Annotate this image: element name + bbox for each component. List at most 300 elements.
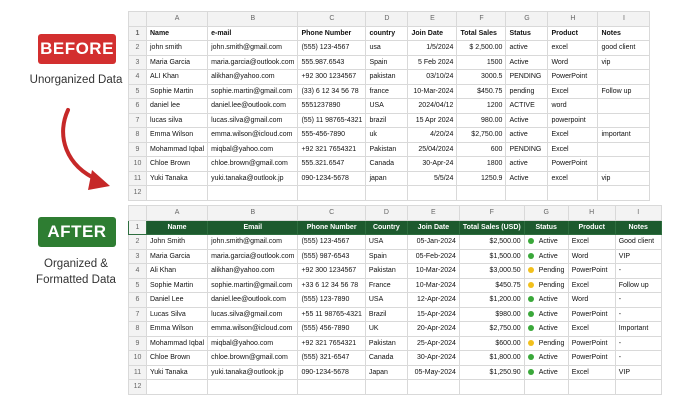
- header-cell-notes[interactable]: Notes: [598, 26, 650, 41]
- table-row: [129, 84, 650, 99]
- cell-country[interactable]: Pakistan: [365, 336, 407, 351]
- cell-product[interactable]: Excel: [568, 365, 615, 380]
- table-row: [129, 336, 662, 351]
- cell-notes[interactable]: Good client: [615, 235, 661, 250]
- cell-phone[interactable]: +92 300 1234567: [298, 70, 366, 85]
- status-dot-icon: [528, 296, 534, 302]
- cell-name[interactable]: Maria Garcia: [147, 249, 208, 264]
- cell-product[interactable]: word: [548, 99, 598, 114]
- column-header-f[interactable]: F: [459, 206, 524, 221]
- cell-product[interactable]: Excel: [568, 235, 615, 250]
- row-number[interactable]: 5: [129, 278, 147, 293]
- cell-name[interactable]: Yuki Tanaka: [147, 171, 208, 186]
- cell-total-sales[interactable]: 980.00: [457, 113, 506, 128]
- cell-status[interactable]: PENDING: [506, 142, 548, 157]
- row-number[interactable]: 6: [129, 293, 147, 308]
- cell-name[interactable]: Sophie Martin: [147, 84, 208, 99]
- cell-product[interactable]: Word: [568, 293, 615, 308]
- empty-cell[interactable]: [568, 380, 615, 395]
- status-label: Active: [538, 296, 558, 304]
- cell-email[interactable]: john.smith@gmail.com: [208, 235, 298, 250]
- cell-product[interactable]: PowerPoint: [568, 351, 615, 366]
- column-header-c[interactable]: C: [298, 12, 366, 27]
- cell-country[interactable]: Pakistan: [366, 142, 408, 157]
- cell-country[interactable]: Canada: [366, 157, 408, 172]
- cell-join-date[interactable]: 30-Apr-2024: [407, 351, 459, 366]
- status-label: Pending: [538, 281, 565, 289]
- cell-notes[interactable]: -: [615, 264, 661, 279]
- column-header-e[interactable]: E: [407, 206, 459, 221]
- cell-join-date[interactable]: 30-Apr-24: [408, 157, 457, 172]
- cell-status[interactable]: Active: [506, 113, 548, 128]
- cell-notes[interactable]: important: [598, 128, 650, 143]
- row-number[interactable]: 9: [129, 142, 147, 157]
- cell-name[interactable]: Ali Khan: [147, 264, 208, 279]
- empty-cell[interactable]: [407, 380, 459, 395]
- cell-country[interactable]: France: [365, 278, 407, 293]
- cell-total-sales[interactable]: $1,250.90: [459, 365, 524, 380]
- cell-product[interactable]: PowerPoint: [568, 307, 615, 322]
- after-spreadsheet: [128, 205, 662, 395]
- cell-email[interactable]: daniel.lee@outlook.com: [208, 99, 298, 114]
- row-number[interactable]: 8: [129, 128, 147, 143]
- empty-cell[interactable]: [208, 186, 298, 201]
- cell-notes[interactable]: [598, 142, 650, 157]
- header-cell-notes[interactable]: Notes: [615, 220, 661, 235]
- cell-notes[interactable]: Important: [615, 322, 661, 337]
- cell-name[interactable]: john smith: [147, 41, 208, 56]
- header-row: [129, 26, 650, 41]
- cell-status[interactable]: [524, 235, 568, 250]
- cell-notes[interactable]: vip: [598, 55, 650, 70]
- cell-join-date[interactable]: 05-Feb-2024: [407, 249, 459, 264]
- cell-phone[interactable]: +92 321 7654321: [298, 336, 365, 351]
- cell-country[interactable]: USA: [365, 235, 407, 250]
- row-number[interactable]: 3: [129, 55, 147, 70]
- cell-join-date[interactable]: 15 Apr 2024: [408, 113, 457, 128]
- cell-notes[interactable]: vip: [598, 171, 650, 186]
- cell-notes[interactable]: -: [615, 293, 661, 308]
- empty-cell[interactable]: [598, 186, 650, 201]
- row-number[interactable]: 2: [129, 235, 147, 250]
- cell-phone[interactable]: 555.321.6547: [298, 157, 366, 172]
- cell-notes[interactable]: good client: [598, 41, 650, 56]
- cell-notes[interactable]: VIP: [615, 365, 661, 380]
- cell-status[interactable]: active: [506, 41, 548, 56]
- cell-email[interactable]: daniel.lee@outlook.com: [208, 293, 298, 308]
- cell-name[interactable]: daniel lee: [147, 99, 208, 114]
- row-number[interactable]: 1: [129, 220, 147, 235]
- cell-total-sales[interactable]: $1,500.00: [459, 249, 524, 264]
- header-cell-phone[interactable]: Phone Number: [298, 26, 366, 41]
- cell-product[interactable]: Word: [568, 249, 615, 264]
- empty-cell[interactable]: [548, 186, 598, 201]
- table-row: [129, 99, 650, 114]
- cell-notes[interactable]: [598, 99, 650, 114]
- cell-phone[interactable]: (55) 11 98765-4321: [298, 113, 366, 128]
- cell-status[interactable]: [524, 322, 568, 337]
- cell-product[interactable]: Excel: [568, 278, 615, 293]
- table-row: [129, 278, 662, 293]
- cell-notes[interactable]: -: [615, 336, 661, 351]
- table-row: [129, 55, 650, 70]
- header-cell-total-sales[interactable]: Total Sales (USD): [459, 220, 524, 235]
- cell-product[interactable]: powerpoint: [548, 113, 598, 128]
- header-cell-email[interactable]: e-mail: [208, 26, 298, 41]
- row-number[interactable]: 5: [129, 84, 147, 99]
- cell-phone[interactable]: (555) 456-7890: [298, 322, 365, 337]
- table-row: [129, 351, 662, 366]
- cell-join-date[interactable]: 2024/04/12: [408, 99, 457, 114]
- cell-join-date[interactable]: 1/5/2024: [408, 41, 457, 56]
- empty-cell[interactable]: [459, 380, 524, 395]
- cell-name[interactable]: Sophie Martin: [147, 278, 208, 293]
- empty-cell[interactable]: [365, 380, 407, 395]
- cell-email[interactable]: chloe.brown@gmail.com: [208, 157, 298, 172]
- column-header-b[interactable]: B: [208, 12, 298, 27]
- cell-name[interactable]: Lucas Silva: [147, 307, 208, 322]
- header-cell-product[interactable]: Product: [548, 26, 598, 41]
- cell-country[interactable]: japan: [366, 171, 408, 186]
- cell-notes[interactable]: Follow up: [615, 278, 661, 293]
- cell-country[interactable]: UK: [365, 322, 407, 337]
- cell-total-sales[interactable]: 1800: [457, 157, 506, 172]
- cell-join-date[interactable]: 5/5/24: [408, 171, 457, 186]
- cell-status[interactable]: ACTIVE: [506, 99, 548, 114]
- cell-phone[interactable]: (555) 987-6543: [298, 249, 365, 264]
- column-header-h[interactable]: H: [568, 206, 615, 221]
- cell-phone[interactable]: (555) 123-4567: [298, 41, 366, 56]
- cell-notes[interactable]: VIP: [615, 249, 661, 264]
- cell-join-date[interactable]: 20-Apr-2024: [407, 322, 459, 337]
- cell-name[interactable]: Mohammad Iqbal: [147, 336, 208, 351]
- cell-phone[interactable]: (555) 123-4567: [298, 235, 365, 250]
- cell-name[interactable]: Emma Wilson: [147, 322, 208, 337]
- cell-phone[interactable]: 5551237890: [298, 99, 366, 114]
- row-number[interactable]: 11: [129, 171, 147, 186]
- cell-total-sales[interactable]: 1200: [457, 99, 506, 114]
- cell-join-date[interactable]: 25-Apr-2024: [407, 336, 459, 351]
- cell-email[interactable]: lucas.silva@gmail.com: [208, 113, 298, 128]
- cell-notes[interactable]: [598, 157, 650, 172]
- cell-total-sales[interactable]: 1500: [457, 55, 506, 70]
- cell-join-date[interactable]: 05-Jan-2024: [407, 235, 459, 250]
- table-row: [129, 113, 650, 128]
- cell-phone[interactable]: (555) 321-6547: [298, 351, 365, 366]
- cell-name[interactable]: ALI Khan: [147, 70, 208, 85]
- cell-product[interactable]: Excel: [548, 142, 598, 157]
- cell-status[interactable]: active: [506, 128, 548, 143]
- after-caption: Organized & Formatted Data: [36, 258, 116, 286]
- table-row: [129, 307, 662, 322]
- table-row: [129, 235, 662, 250]
- cell-phone[interactable]: 090-1234-5678: [298, 171, 366, 186]
- cell-status[interactable]: Active: [506, 171, 548, 186]
- after-badge: AFTER: [38, 217, 116, 247]
- cell-country[interactable]: USA: [365, 293, 407, 308]
- status-label: Pending: [538, 339, 565, 347]
- column-header-g[interactable]: G: [506, 12, 548, 27]
- cell-status[interactable]: [524, 293, 568, 308]
- status-dot-icon: [528, 369, 534, 375]
- empty-row: [129, 380, 662, 395]
- cell-email[interactable]: miqbal@yahoo.com: [208, 142, 298, 157]
- column-header-g[interactable]: G: [524, 206, 568, 221]
- cell-country[interactable]: usa: [366, 41, 408, 56]
- cell-total-sales[interactable]: $2,500.00: [459, 235, 524, 250]
- header-cell-country[interactable]: Country: [365, 220, 407, 235]
- column-header-a[interactable]: A: [147, 206, 208, 221]
- cell-total-sales[interactable]: 3000.5: [457, 70, 506, 85]
- cell-email[interactable]: maria.garcia@outlook.com: [208, 55, 298, 70]
- cell-country[interactable]: Spain: [365, 249, 407, 264]
- column-header-a[interactable]: A: [147, 12, 208, 27]
- empty-cell[interactable]: [506, 186, 548, 201]
- cell-country[interactable]: Canada: [365, 351, 407, 366]
- cell-email[interactable]: sophie.martin@gmail.com: [208, 278, 298, 293]
- cell-country[interactable]: USA: [366, 99, 408, 114]
- cell-join-date[interactable]: 10-Mar-2024: [408, 84, 457, 99]
- cell-phone[interactable]: 090-1234-5678: [298, 365, 365, 380]
- cell-product[interactable]: PowerPoint: [548, 70, 598, 85]
- cell-status[interactable]: Active: [506, 55, 548, 70]
- before-spreadsheet: [128, 11, 650, 201]
- status-dot-icon: [528, 253, 534, 259]
- empty-cell[interactable]: [524, 380, 568, 395]
- cell-total-sales[interactable]: $3,000.50: [459, 264, 524, 279]
- cell-country[interactable]: uk: [366, 128, 408, 143]
- cell-product[interactable]: PowerPoint: [548, 157, 598, 172]
- cell-total-sales[interactable]: $450.75: [457, 84, 506, 99]
- cell-join-date[interactable]: 25/04/2024: [408, 142, 457, 157]
- cell-total-sales[interactable]: $450.75: [459, 278, 524, 293]
- status-dot-icon: [528, 238, 534, 244]
- cell-join-date[interactable]: 10-Mar-2024: [407, 264, 459, 279]
- cell-join-date[interactable]: 5 Feb 2024: [408, 55, 457, 70]
- cell-product[interactable]: excel: [548, 171, 598, 186]
- column-header-b[interactable]: B: [208, 206, 298, 221]
- cell-total-sales[interactable]: $2,750.00: [459, 322, 524, 337]
- empty-cell[interactable]: [208, 380, 298, 395]
- cell-country[interactable]: Brazil: [365, 307, 407, 322]
- cell-product[interactable]: PowerPoint: [568, 336, 615, 351]
- empty-cell[interactable]: [408, 186, 457, 201]
- cell-email[interactable]: sophie.martin@gmail.com: [208, 84, 298, 99]
- row-number[interactable]: 6: [129, 99, 147, 114]
- before-badge: BEFORE: [38, 34, 116, 64]
- header-cell-status[interactable]: Status: [506, 26, 548, 41]
- cell-phone[interactable]: 555.987.6543: [298, 55, 366, 70]
- cell-name[interactable]: Emma Wilson: [147, 128, 208, 143]
- empty-cell[interactable]: [298, 380, 365, 395]
- cell-phone[interactable]: +92 321 7654321: [298, 142, 366, 157]
- cell-total-sales[interactable]: $600.00: [459, 336, 524, 351]
- cell-country[interactable]: brazil: [366, 113, 408, 128]
- cell-product[interactable]: Excel: [548, 128, 598, 143]
- cell-status[interactable]: active: [506, 157, 548, 172]
- table-row: [129, 264, 662, 279]
- column-header-i[interactable]: I: [615, 206, 661, 221]
- status-dot-icon: [528, 267, 534, 273]
- column-letter-row: [129, 206, 662, 221]
- cell-name[interactable]: Yuki Tanaka: [147, 365, 208, 380]
- cell-email[interactable]: emma.wilson@icloud.com: [208, 322, 298, 337]
- row-number[interactable]: 10: [129, 157, 147, 172]
- column-header-h[interactable]: H: [548, 12, 598, 27]
- column-header-c[interactable]: C: [298, 206, 365, 221]
- cell-status[interactable]: [524, 264, 568, 279]
- header-cell-name[interactable]: Name: [147, 26, 208, 41]
- header-cell-status[interactable]: Status: [524, 220, 568, 235]
- row-number[interactable]: 7: [129, 307, 147, 322]
- cell-product[interactable]: Word: [548, 55, 598, 70]
- cell-total-sales[interactable]: $1,800.00: [459, 351, 524, 366]
- row-number[interactable]: 4: [129, 70, 147, 85]
- column-letter-row: [129, 12, 650, 27]
- cell-status[interactable]: [524, 249, 568, 264]
- header-cell-name[interactable]: Name: [147, 220, 208, 235]
- cell-join-date[interactable]: 12-Apr-2024: [407, 293, 459, 308]
- cell-join-date[interactable]: 05-May-2024: [407, 365, 459, 380]
- cell-total-sales[interactable]: $ 2,500.00: [457, 41, 506, 56]
- status-dot-icon: [528, 354, 534, 360]
- cell-country[interactable]: pakistan: [366, 70, 408, 85]
- cell-phone[interactable]: (33) 6 12 34 56 78: [298, 84, 366, 99]
- row-number[interactable]: 9: [129, 336, 147, 351]
- cell-email[interactable]: emma.wilson@icloud.com: [208, 128, 298, 143]
- table-row: [129, 249, 662, 264]
- header-cell-email[interactable]: Email: [208, 220, 298, 235]
- cell-name[interactable]: Chloe Brown: [147, 351, 208, 366]
- row-number[interactable]: 2: [129, 41, 147, 56]
- cell-total-sales[interactable]: $2,750.00: [457, 128, 506, 143]
- cell-total-sales[interactable]: 1250.9: [457, 171, 506, 186]
- row-number[interactable]: 10: [129, 351, 147, 366]
- header-cell-join-date[interactable]: Join Date: [407, 220, 459, 235]
- cell-total-sales[interactable]: $980.00: [459, 307, 524, 322]
- column-header-i[interactable]: I: [598, 12, 650, 27]
- cell-email[interactable]: miqbal@yahoo.com: [208, 336, 298, 351]
- cell-notes[interactable]: [598, 113, 650, 128]
- cell-phone[interactable]: +33 6 12 34 56 78: [298, 278, 365, 293]
- cell-notes[interactable]: -: [615, 307, 661, 322]
- row-number[interactable]: 11: [129, 365, 147, 380]
- row-number[interactable]: 1: [129, 26, 147, 41]
- cell-email[interactable]: yuki.tanaka@outlook.jp: [208, 171, 298, 186]
- status-dot-icon: [528, 311, 534, 317]
- cell-name[interactable]: John Smith: [147, 235, 208, 250]
- table-row: [129, 171, 650, 186]
- cell-status[interactable]: PENDING: [506, 70, 548, 85]
- column-header-e[interactable]: E: [408, 12, 457, 27]
- header-cell-product[interactable]: Product: [568, 220, 615, 235]
- cell-join-date[interactable]: 4/20/24: [408, 128, 457, 143]
- cell-name[interactable]: lucas silva: [147, 113, 208, 128]
- empty-cell[interactable]: [366, 186, 408, 201]
- row-number[interactable]: 8: [129, 322, 147, 337]
- empty-cell[interactable]: [298, 186, 366, 201]
- cell-status[interactable]: [524, 278, 568, 293]
- cell-total-sales[interactable]: $1,200.00: [459, 293, 524, 308]
- cell-status[interactable]: pending: [506, 84, 548, 99]
- column-header-d[interactable]: D: [365, 206, 407, 221]
- cell-join-date[interactable]: 10-Mar-2024: [407, 278, 459, 293]
- cell-notes[interactable]: [598, 70, 650, 85]
- cell-name[interactable]: Daniel Lee: [147, 293, 208, 308]
- status-dot-icon: [528, 340, 534, 346]
- cell-email[interactable]: chloe.brown@gmail.com: [208, 351, 298, 366]
- cell-join-date[interactable]: 03/10/24: [408, 70, 457, 85]
- cell-name[interactable]: Maria Garcia: [147, 55, 208, 70]
- cell-phone[interactable]: 555-456-7890: [298, 128, 366, 143]
- cell-email[interactable]: alikhan@yahoo.com: [208, 70, 298, 85]
- table-row: [129, 293, 662, 308]
- cell-phone[interactable]: (555) 123-7890: [298, 293, 365, 308]
- table-row: [129, 70, 650, 85]
- cell-email[interactable]: alikhan@yahoo.com: [208, 264, 298, 279]
- cell-status[interactable]: [524, 351, 568, 366]
- status-label: Active: [538, 354, 558, 362]
- table-row: [129, 41, 650, 56]
- cell-product[interactable]: Excel: [568, 322, 615, 337]
- row-number[interactable]: 3: [129, 249, 147, 264]
- cell-email[interactable]: maria.garcia@outlook.com: [208, 249, 298, 264]
- cell-email[interactable]: yuki.tanaka@outlook.jp: [208, 365, 298, 380]
- cell-phone[interactable]: +92 300 1234567: [298, 264, 365, 279]
- column-header-d[interactable]: D: [366, 12, 408, 27]
- status-label: Active: [538, 310, 558, 318]
- cell-country[interactable]: Spain: [366, 55, 408, 70]
- cell-email[interactable]: john.smith@gmail.com: [208, 41, 298, 56]
- column-header-f[interactable]: F: [457, 12, 506, 27]
- cell-product[interactable]: Excel: [548, 84, 598, 99]
- header-cell-join-date[interactable]: Join Date: [408, 26, 457, 41]
- cell-name[interactable]: Mohammad Iqbal: [147, 142, 208, 157]
- empty-cell[interactable]: [147, 186, 208, 201]
- row-number[interactable]: 4: [129, 264, 147, 279]
- cell-join-date[interactable]: 15-Apr-2024: [407, 307, 459, 322]
- row-number[interactable]: 12: [129, 186, 147, 201]
- header-cell-country[interactable]: country: [366, 26, 408, 41]
- empty-cell[interactable]: [615, 380, 661, 395]
- corner-cell[interactable]: [129, 12, 147, 27]
- curved-arrow-icon: [58, 106, 118, 196]
- cell-status[interactable]: [524, 307, 568, 322]
- cell-country[interactable]: Pakistan: [365, 264, 407, 279]
- row-number[interactable]: 12: [129, 380, 147, 395]
- cell-status[interactable]: [524, 365, 568, 380]
- cell-name[interactable]: Chloe Brown: [147, 157, 208, 172]
- cell-country[interactable]: france: [366, 84, 408, 99]
- cell-email[interactable]: lucas.silva@gmail.com: [208, 307, 298, 322]
- status-dot-icon: [528, 282, 534, 288]
- row-number[interactable]: 7: [129, 113, 147, 128]
- cell-notes[interactable]: -: [615, 351, 661, 366]
- cell-phone[interactable]: +55 11 98765-4321: [298, 307, 365, 322]
- cell-total-sales[interactable]: 600: [457, 142, 506, 157]
- empty-cell[interactable]: [457, 186, 506, 201]
- cell-notes[interactable]: Follow up: [598, 84, 650, 99]
- cell-country[interactable]: Japan: [365, 365, 407, 380]
- table-row: [129, 142, 650, 157]
- empty-cell[interactable]: [147, 380, 208, 395]
- cell-product[interactable]: PowerPoint: [568, 264, 615, 279]
- cell-product[interactable]: excel: [548, 41, 598, 56]
- cell-status[interactable]: [524, 336, 568, 351]
- header-cell-phone[interactable]: Phone Number: [298, 220, 365, 235]
- corner-cell[interactable]: [129, 206, 147, 221]
- header-cell-total-sales[interactable]: Total Sales: [457, 26, 506, 41]
